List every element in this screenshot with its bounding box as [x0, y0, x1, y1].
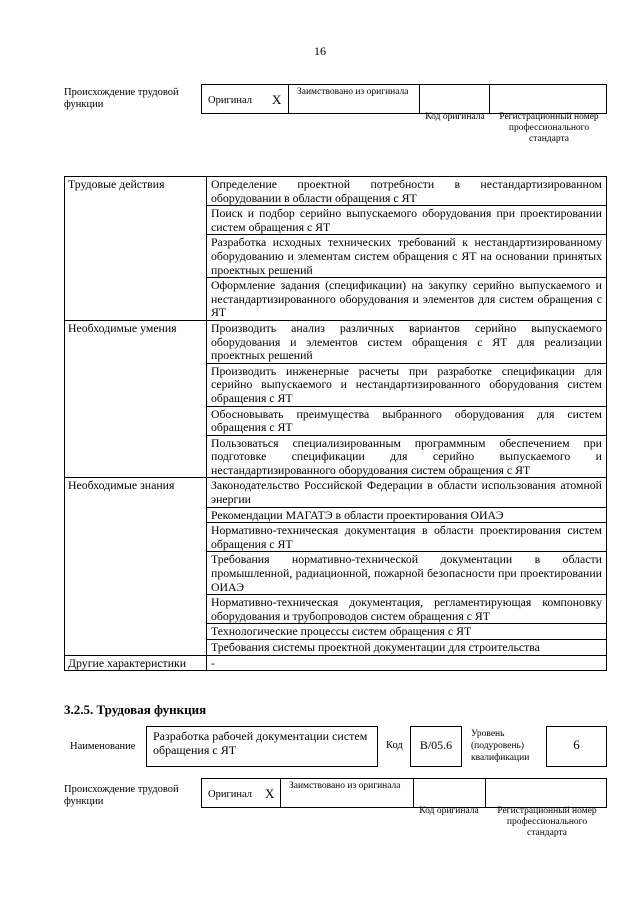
- description-cell: Пользоваться специализированным программным обеспечением при подготовке спецификации для серийно выпускаемого и нестандартизированного оборудования систем обращения с ЯТ: [207, 435, 607, 478]
- section-title: 3.2.5. Трудовая функция: [64, 702, 207, 717]
- code-caption: Код оригинала: [425, 112, 485, 122]
- description-cell: Законодательство Российской Федерации в области использования атомной энергии: [207, 478, 607, 507]
- category-cell: Другие характеристики: [65, 655, 207, 671]
- description-cell: Требования нормативно-технической документации в области промышленной, радиационной, пожарной безопасности при проектировании ОИАЭ: [207, 552, 607, 595]
- origin-label: Происхождение трудовой функции: [64, 87, 179, 110]
- description-cell: Обосновывать преимущества выбранного оборудования для систем обращения с ЯТ: [207, 406, 607, 435]
- description-cell: Производить анализ различных вариантов серийно выпускаемого оборудования и элементов систем обращения с ЯТ для реализации проектных решений: [207, 320, 607, 363]
- description-cell: Технологические процессы систем обращения с ЯТ: [207, 624, 607, 640]
- table-row: [65, 320, 607, 363]
- table-row: [65, 655, 607, 671]
- function-table: [64, 176, 607, 671]
- name-label: Наименование: [70, 741, 136, 752]
- table-row: [65, 177, 607, 206]
- function-name-box: Разработка рабочей документации систем обращения с ЯТ: [146, 726, 378, 767]
- description-cell: Требования системы проектной документации для строительства: [207, 640, 607, 656]
- bottom-original-mark: X: [265, 786, 275, 801]
- origin-original-cell: [201, 84, 289, 114]
- bottom-reg-caption: Регистрационный номер профессионального стандарта: [497, 806, 597, 838]
- bottom-borrowed-cell: [280, 778, 414, 808]
- bottom-origin-label: Происхождение трудовой функции: [64, 784, 179, 807]
- bottom-code-caption: Код оригинала: [419, 806, 479, 816]
- original-mark: X: [272, 92, 282, 107]
- bottom-borrowed-label: Заимствовано из оригинала: [289, 781, 401, 791]
- code-label: Код: [386, 740, 403, 751]
- description-cell: Нормативно-техническая документация в области проектирования систем обращения с ЯТ: [207, 523, 607, 552]
- description-cell: Рекомендации МАГАТЭ в области проектирования ОИАЭ: [207, 507, 607, 523]
- reg-caption: Регистрационный номер профессионального стандарта: [499, 112, 599, 144]
- bottom-original-label: Оригинал: [208, 789, 252, 800]
- original-label: Оригинал: [208, 95, 252, 106]
- description-cell: Нормативно-техническая документация, регламентирующая компоновку оборудования и трубопроводов систем обращения с ЯТ: [207, 595, 607, 624]
- borrowed-label: Заимствовано из оригинала: [297, 87, 409, 97]
- bottom-reg-cell: [485, 778, 607, 808]
- level-label: Уровень (подуровень) квалификации: [471, 729, 530, 763]
- bottom-original-cell: [201, 778, 281, 808]
- description-cell: -: [207, 655, 607, 671]
- description-cell: Оформление задания (спецификации) на закупку серийно выпускаемого и нестандартизированного оборудования и элементов для систем обращения с ЯТ: [207, 278, 607, 321]
- origin-reg-cell: [489, 84, 607, 114]
- page-number: 16: [314, 44, 326, 58]
- category-cell: Трудовые действия: [65, 177, 207, 321]
- code-value-box: B/05.6: [410, 726, 462, 767]
- origin-borrowed-cell: [288, 84, 420, 114]
- category-cell: Необходимые умения: [65, 320, 207, 478]
- bottom-code-cell: [413, 778, 486, 808]
- description-cell: Производить инженерные расчеты при разработке спецификации для серийно выпускаемого и нестандартизированного оборудования систем обращения с ЯТ: [207, 363, 607, 406]
- category-cell: Необходимые знания: [65, 478, 207, 655]
- description-cell: Определение проектной потребности в нестандартизированном оборудовании в области обращения с ЯТ: [207, 177, 607, 206]
- description-cell: Разработка исходных технических требований к нестандартизированному оборудованию и элементам систем обращения с ЯТ на основании принятых проектных решений: [207, 235, 607, 278]
- description-cell: Поиск и подбор серийно выпускаемого оборудования при проектировании систем обращения с ЯТ: [207, 206, 607, 235]
- origin-code-cell: [419, 84, 490, 114]
- level-value-box: 6: [546, 726, 607, 767]
- table-row: [65, 478, 607, 507]
